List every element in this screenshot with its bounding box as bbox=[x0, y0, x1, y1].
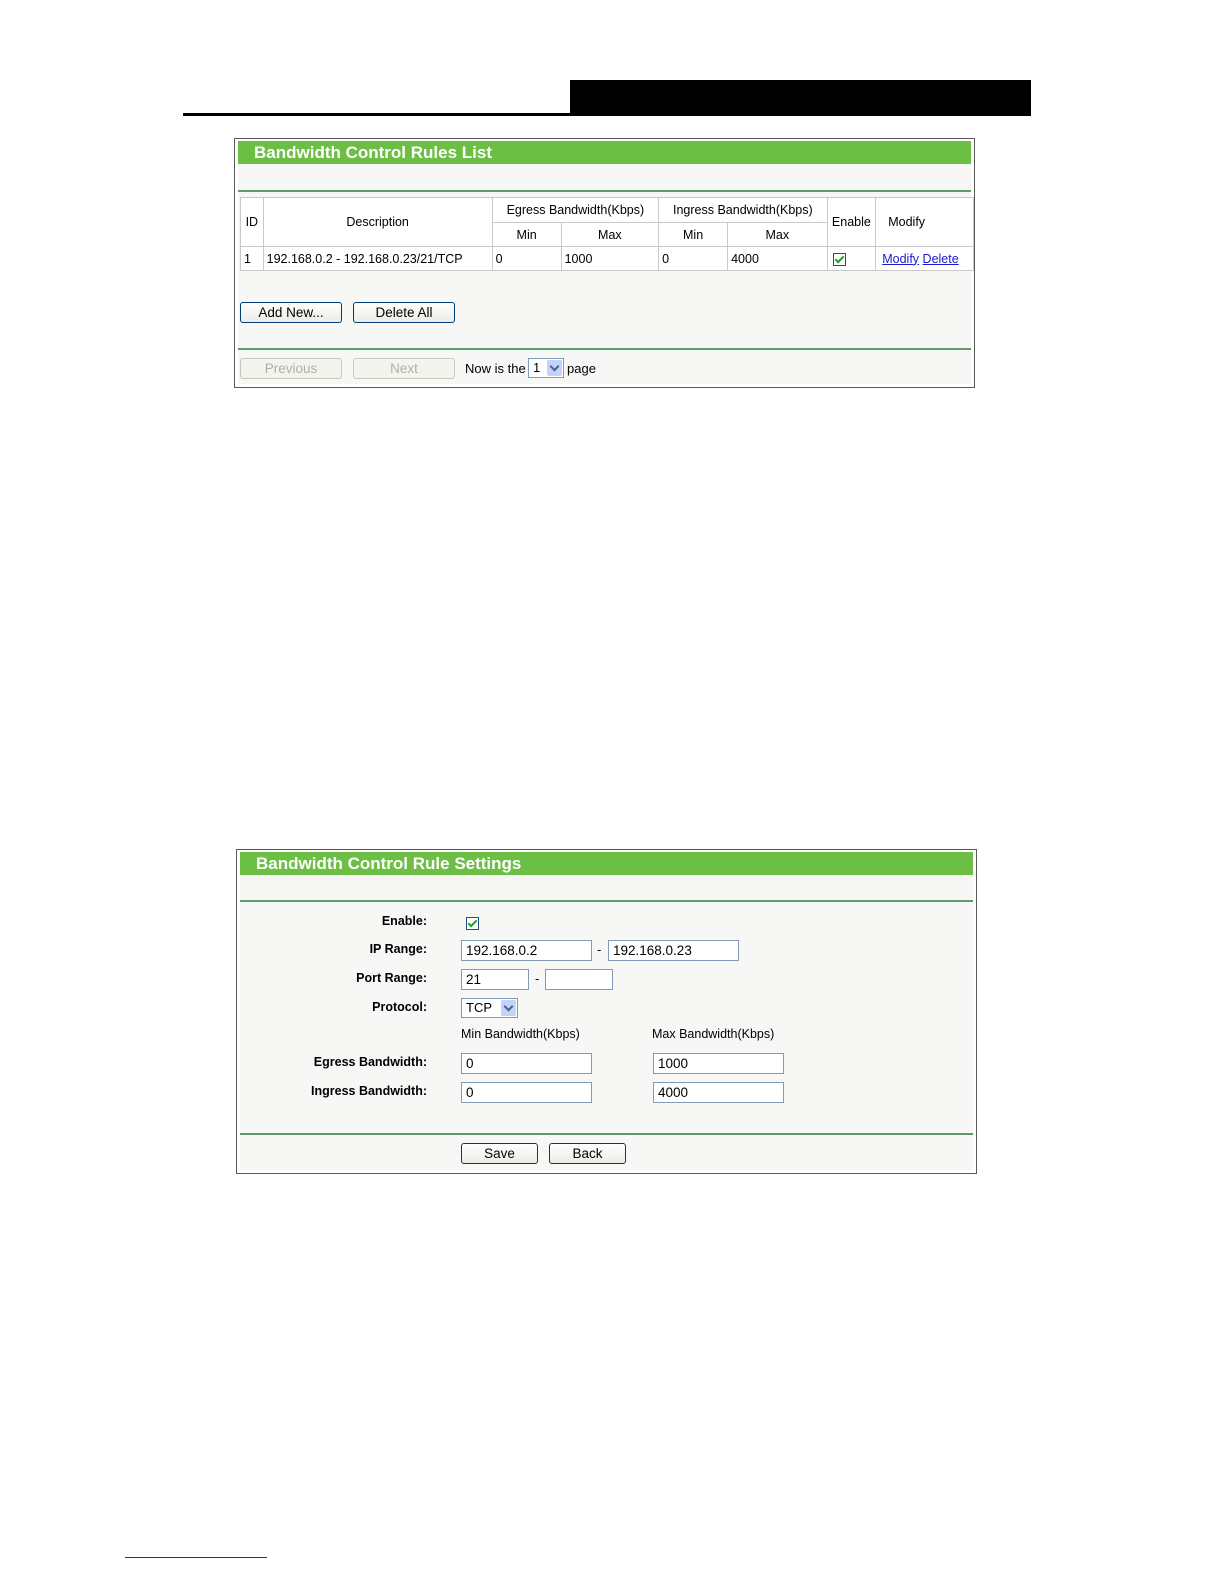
panel-subheader bbox=[240, 875, 973, 900]
ingress-max-field[interactable] bbox=[653, 1082, 784, 1103]
delete-link[interactable]: Delete bbox=[922, 251, 959, 266]
col-header-egress-max: Max bbox=[561, 223, 658, 247]
range-separator: - bbox=[535, 971, 540, 986]
col-header-modify: Modify bbox=[876, 198, 974, 247]
col-header-ingress: Ingress Bandwidth(Kbps) bbox=[659, 198, 827, 223]
col-header-egress-min: Min bbox=[492, 223, 561, 247]
cell-egress-min: 0 bbox=[492, 247, 561, 271]
next-button[interactable]: Next bbox=[353, 358, 455, 379]
col-header-id: ID bbox=[241, 198, 264, 247]
col-header-description: Description bbox=[263, 198, 492, 247]
chevron-down-icon bbox=[547, 360, 562, 376]
min-bandwidth-header: Min Bandwidth(Kbps) bbox=[461, 1027, 580, 1041]
previous-button[interactable]: Previous bbox=[240, 358, 342, 379]
page-select-value: 1 bbox=[533, 360, 541, 375]
cell-description: 192.168.0.2 - 192.168.0.23/21/TCP bbox=[263, 247, 492, 271]
add-new-button[interactable]: Add New... bbox=[240, 302, 342, 323]
col-header-ingress-max: Max bbox=[728, 223, 827, 247]
page-header-rule bbox=[183, 113, 1031, 116]
port-range-label: Port Range: bbox=[356, 971, 427, 985]
page-footer-rule bbox=[125, 1557, 267, 1558]
save-button[interactable]: Save bbox=[461, 1143, 538, 1164]
rules-list-panel bbox=[234, 138, 975, 388]
chevron-down-icon bbox=[501, 1000, 516, 1016]
egress-max-field[interactable] bbox=[653, 1053, 784, 1074]
enable-label: Enable: bbox=[381, 914, 427, 928]
enable-checkbox[interactable] bbox=[833, 253, 846, 266]
page-prefix-label: Now is the bbox=[465, 361, 526, 376]
range-separator: - bbox=[597, 942, 602, 957]
port-start-field[interactable] bbox=[461, 969, 529, 990]
panel-body bbox=[240, 902, 973, 1133]
back-button[interactable]: Back bbox=[549, 1143, 626, 1164]
rule-settings-title: Bandwidth Control Rule Settings bbox=[240, 852, 973, 875]
max-bandwidth-header: Max Bandwidth(Kbps) bbox=[652, 1027, 775, 1041]
enable-checkbox[interactable] bbox=[466, 917, 479, 930]
ingress-min-field[interactable] bbox=[461, 1082, 592, 1103]
page-select[interactable] bbox=[528, 358, 564, 378]
protocol-label: Protocol: bbox=[372, 1000, 427, 1014]
ip-start-field[interactable] bbox=[461, 940, 592, 961]
port-end-field[interactable] bbox=[545, 969, 613, 990]
cell-id: 1 bbox=[241, 247, 264, 271]
ingress-bandwidth-label: Ingress Bandwidth: bbox=[311, 1084, 427, 1098]
col-header-ingress-min: Min bbox=[659, 223, 728, 247]
delete-all-button[interactable]: Delete All bbox=[353, 302, 455, 323]
egress-min-field[interactable] bbox=[461, 1053, 592, 1074]
page-header-bar bbox=[570, 80, 1031, 116]
rules-table bbox=[240, 197, 974, 271]
ip-range-label: IP Range: bbox=[369, 942, 427, 956]
col-header-enable: Enable bbox=[827, 198, 876, 247]
egress-bandwidth-label: Egress Bandwidth: bbox=[313, 1055, 427, 1069]
rules-list-title: Bandwidth Control Rules List bbox=[238, 141, 971, 164]
cell-enable bbox=[827, 247, 876, 271]
rule-settings-panel bbox=[236, 849, 977, 1174]
page-suffix-label: page bbox=[567, 361, 596, 376]
cell-ingress-min: 0 bbox=[659, 247, 728, 271]
col-header-egress: Egress Bandwidth(Kbps) bbox=[492, 198, 658, 223]
panel-footer bbox=[238, 350, 971, 384]
cell-modify bbox=[876, 247, 974, 271]
cell-egress-max: 1000 bbox=[561, 247, 658, 271]
panel-subheader bbox=[238, 164, 971, 190]
table-row bbox=[241, 247, 974, 271]
cell-ingress-max: 4000 bbox=[728, 247, 827, 271]
protocol-select-value: TCP bbox=[466, 1000, 492, 1015]
ip-end-field[interactable] bbox=[608, 940, 739, 961]
modify-link[interactable]: Modify bbox=[882, 251, 920, 266]
protocol-select[interactable] bbox=[461, 998, 518, 1018]
